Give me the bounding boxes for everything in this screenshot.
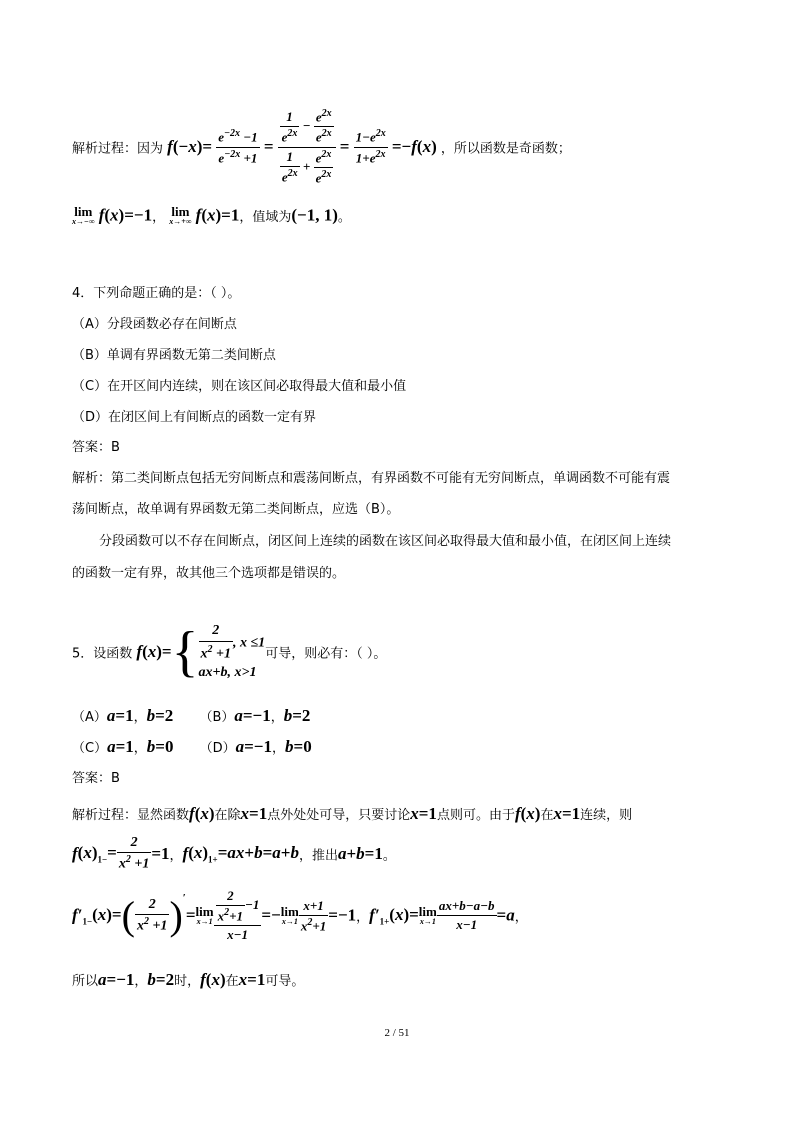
q4-analysis-line2: 荡间断点，故单调有界函数无第二类间断点，应选（B）。 — [72, 502, 400, 517]
q5-options-row2: （C）a=1，b=0 （D）a=−1，b=0 — [72, 737, 312, 756]
q5-options-row1: （A）a=1，b=2 （B）a=−1，b=2 — [72, 706, 311, 725]
odd-function-formula: 解析过程：因为 f(−x)= $\frac{e^{-2x} -1}{e^{-2x} +1}$ = $\frac{1}{e^{2x}}$ − $\frac{e^{2x}}{e^{2x}}$ $\frac{1}{e^{2x}}$ + $\frac{e^{2x}}{e^{2x}}$ = $\frac{1-e^{2x}}{1+e^{2x}}$ =−f(x) ，所以函数是奇函数； — [72, 108, 571, 186]
q4-analysis-line4: 的函数一定有界，故其他三个选项都是错误的。 — [72, 566, 346, 581]
q4-answer: 答案：B — [72, 440, 120, 455]
q5-analysis-line2: $f(x)_{1-}=$ $\frac{2}{x^2 +1}$ =1，$f(x)_{1+}=ax+b=a+b$，推出a+b=1。 — [72, 835, 396, 872]
q5-analysis-line1: 解析过程：显然函数f(x)在除x=1点外处处可导，只要讨论x=1点则可。由于f(x)在x=1连续，则 — [72, 804, 633, 823]
q4-option-c: （C）在开区间内连续，则在该区间必取得最大值和最小值 — [72, 379, 407, 394]
q4-option-a: （A）分段函数必存在间断点 — [72, 317, 237, 332]
analysis-suffix: ，所以函数是奇函数； — [440, 141, 571, 157]
q5-title: 5．设函数 f(x)={ $\frac{2}{x^2 +1}$ , x ≤1 ax+b, x>1 可导，则必有：（ ）。 — [72, 621, 387, 683]
limit-line: lim x→−∞ f(x)=−1， lim x→+∞ f(x)=1，值域为(−1, 1)。 — [72, 204, 351, 226]
page-number: 2 / 51 — [384, 1027, 410, 1039]
q5-answer: 答案：B — [72, 771, 120, 786]
q4-option-d: （D）在闭区间上有间断点的函数一定有界 — [72, 410, 317, 425]
q4-option-b: （B）单调有界函数无第二类间断点 — [72, 348, 276, 363]
q4-analysis-line1: 解析：第二类间断点包括无穷间断点和震荡间断点，有界函数不可能有无穷间断点，单调函数不可能有震 — [72, 471, 671, 486]
q4-analysis-line3: 分段函数可以不存在间断点，闭区间上连续的函数在该区间必取得最大值和最小值，在闭区间上连续 — [99, 534, 672, 549]
q5-derivative-line: $f'_{1-}(x)=$( $\frac{2}{x^2 +1}$ )′= lim x→1 $\frac{2}{x^2+1}$ −1 x−1 =− lim x→1 $\frac{x+1}{x^2+1}$ =−1，$f'_{1+}(x)=$ lim x→1 $\frac{ax+b-a-b}{x-1}$ =a， — [72, 888, 528, 943]
analysis-prefix: 解析过程：因为 — [72, 141, 164, 157]
q4-title: 4．下列命题正确的是：（ ）。 — [72, 286, 241, 301]
q5-conclusion: 所以a=−1，b=2时，f(x)在x=1可导。 — [72, 970, 305, 989]
